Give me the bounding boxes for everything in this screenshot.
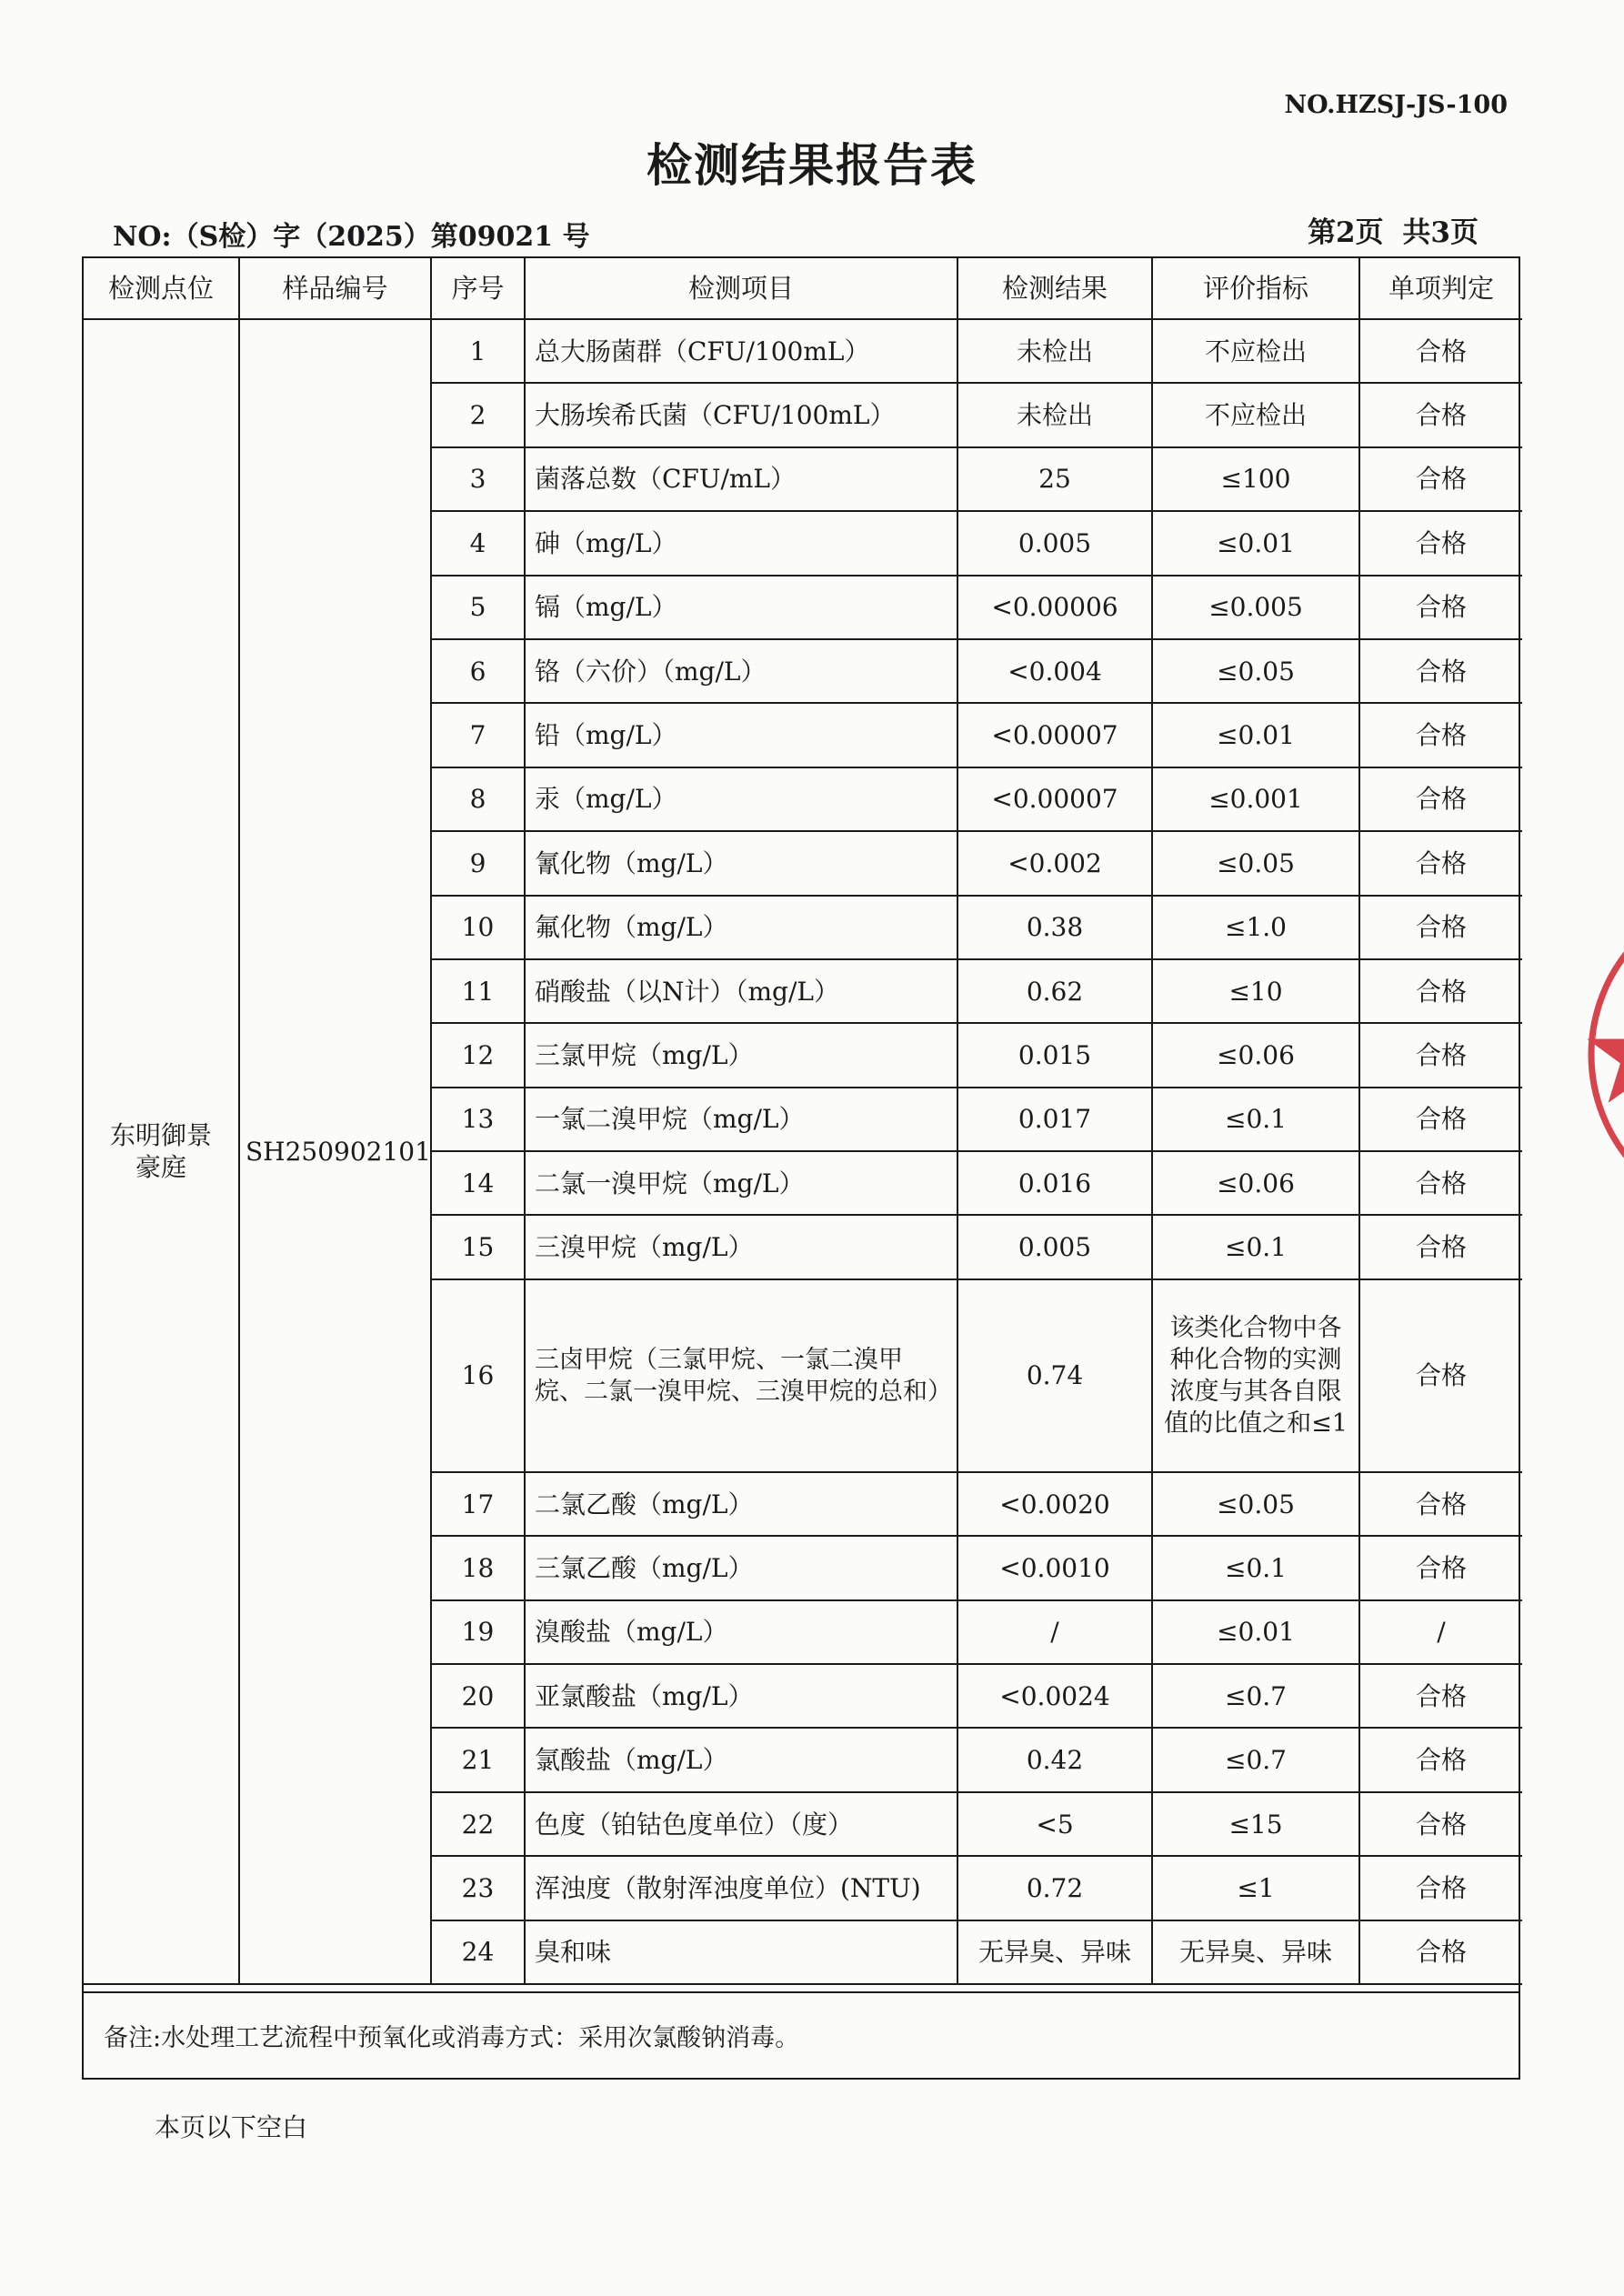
result-cell: <0.002 <box>957 831 1152 895</box>
criterion-cell: ≤0.7 <box>1152 1664 1359 1728</box>
sample-id-cell: SH250902101 <box>239 319 431 1984</box>
result-cell: / <box>957 1600 1152 1664</box>
judgement-cell: 合格 <box>1359 1536 1522 1599</box>
header-location: 检测点位 <box>84 258 239 319</box>
result-cell: 未检出 <box>957 319 1152 383</box>
index-cell: 3 <box>431 447 525 511</box>
criterion-cell: 不应检出 <box>1152 319 1359 383</box>
judgement-cell: 合格 <box>1359 319 1522 383</box>
index-cell: 19 <box>431 1600 525 1664</box>
table-body <box>84 319 1522 1984</box>
item-cell: 三卤甲烷（三氯甲烷、一氯二溴甲烷、二氯一溴甲烷、三溴甲烷的总和） <box>525 1279 957 1472</box>
header-index: 序号 <box>431 258 525 319</box>
header-criterion: 评价指标 <box>1152 258 1359 319</box>
header-item: 检测项目 <box>525 258 957 319</box>
index-cell: 2 <box>431 383 525 446</box>
criterion-cell: ≤10 <box>1152 959 1359 1023</box>
judgement-cell: 合格 <box>1359 1472 1522 1536</box>
judgement-cell: 合格 <box>1359 767 1522 831</box>
criterion-cell: ≤1.0 <box>1152 896 1359 959</box>
result-cell: 0.38 <box>957 896 1152 959</box>
criterion-cell: ≤0.01 <box>1152 1600 1359 1664</box>
result-cell: 0.62 <box>957 959 1152 1023</box>
result-cell: 0.72 <box>957 1856 1152 1920</box>
judgement-cell: 合格 <box>1359 1088 1522 1151</box>
criterion-cell: ≤100 <box>1152 447 1359 511</box>
index-cell: 17 <box>431 1472 525 1536</box>
index-cell: 16 <box>431 1279 525 1472</box>
result-cell: 无异臭、异味 <box>957 1920 1152 1984</box>
index-cell: 10 <box>431 896 525 959</box>
index-cell: 9 <box>431 831 525 895</box>
criterion-cell: ≤0.005 <box>1152 576 1359 639</box>
judgement-cell: 合格 <box>1359 576 1522 639</box>
item-cell: 二氯乙酸（mg/L） <box>525 1472 957 1536</box>
index-cell: 18 <box>431 1536 525 1599</box>
criterion-cell: ≤0.01 <box>1152 511 1359 575</box>
document-code: NO.HZSJ-JS-100 <box>1284 91 1508 119</box>
judgement-cell: 合格 <box>1359 1728 1522 1791</box>
report-title: 检测结果报告表 <box>647 138 977 192</box>
judgement-cell: / <box>1359 1600 1522 1664</box>
item-cell: 三溴甲烷（mg/L） <box>525 1215 957 1278</box>
result-cell: <0.0024 <box>957 1664 1152 1728</box>
index-cell: 8 <box>431 767 525 831</box>
criterion-cell: ≤0.1 <box>1152 1215 1359 1278</box>
item-cell: 三氯乙酸（mg/L） <box>525 1536 957 1599</box>
judgement-cell: 合格 <box>1359 1215 1522 1278</box>
index-cell: 12 <box>431 1023 525 1087</box>
item-cell: 氰化物（mg/L） <box>525 831 957 895</box>
item-cell: 汞（mg/L） <box>525 767 957 831</box>
index-cell: 20 <box>431 1664 525 1728</box>
item-cell: 臭和味 <box>525 1920 957 1984</box>
index-cell: 7 <box>431 703 525 767</box>
judgement-cell: 合格 <box>1359 1023 1522 1087</box>
blank-note: 本页以下空白 <box>155 2112 308 2142</box>
judgement-cell: 合格 <box>1359 1664 1522 1728</box>
judgement-cell: 合格 <box>1359 1792 1522 1856</box>
criterion-cell: ≤0.05 <box>1152 1472 1359 1536</box>
judgement-cell: 合格 <box>1359 959 1522 1023</box>
criterion-cell: ≤1 <box>1152 1856 1359 1920</box>
judgement-cell: 合格 <box>1359 1151 1522 1215</box>
report-number: NO:（S检）字（2025）第09021 号 <box>113 221 590 253</box>
index-cell: 23 <box>431 1856 525 1920</box>
index-cell: 11 <box>431 959 525 1023</box>
result-cell: <0.00007 <box>957 767 1152 831</box>
index-cell: 4 <box>431 511 525 575</box>
item-cell: 菌落总数（CFU/mL） <box>525 447 957 511</box>
header-result: 检测结果 <box>957 258 1152 319</box>
page-number: 第2页 共3页 <box>1308 216 1479 249</box>
judgement-cell: 合格 <box>1359 1856 1522 1920</box>
index-cell: 22 <box>431 1792 525 1856</box>
result-cell: 0.017 <box>957 1088 1152 1151</box>
results-table <box>84 258 1522 1985</box>
result-cell: <0.0010 <box>957 1536 1152 1599</box>
result-cell: <5 <box>957 1792 1152 1856</box>
result-cell: 0.005 <box>957 511 1152 575</box>
criterion-cell: ≤0.1 <box>1152 1536 1359 1599</box>
item-cell: 铅（mg/L） <box>525 703 957 767</box>
judgement-cell: 合格 <box>1359 896 1522 959</box>
result-cell: 0.42 <box>957 1728 1152 1791</box>
item-cell: 氯酸盐（mg/L） <box>525 1728 957 1791</box>
header-sample-id: 样品编号 <box>239 258 431 319</box>
result-cell: 0.016 <box>957 1151 1152 1215</box>
criterion-cell: ≤0.7 <box>1152 1728 1359 1791</box>
index-cell: 14 <box>431 1151 525 1215</box>
index-cell: 5 <box>431 576 525 639</box>
table-row <box>84 319 1522 383</box>
item-cell: 镉（mg/L） <box>525 576 957 639</box>
item-cell: 二氯一溴甲烷（mg/L） <box>525 1151 957 1215</box>
item-cell: 亚氯酸盐（mg/L） <box>525 1664 957 1728</box>
result-cell: 0.74 <box>957 1279 1152 1472</box>
result-cell: 25 <box>957 447 1152 511</box>
judgement-cell: 合格 <box>1359 511 1522 575</box>
item-cell: 色度（铂钴色度单位）（度） <box>525 1792 957 1856</box>
criterion-cell: ≤15 <box>1152 1792 1359 1856</box>
result-cell: 未检出 <box>957 383 1152 446</box>
index-cell: 6 <box>431 639 525 703</box>
item-cell: 一氯二溴甲烷（mg/L） <box>525 1088 957 1151</box>
judgement-cell: 合格 <box>1359 1920 1522 1984</box>
criterion-cell: ≤0.05 <box>1152 831 1359 895</box>
remarks: 备注:水处理工艺流程中预氧化或消毒方式：采用次氯酸钠消毒。 <box>84 1991 1519 2078</box>
index-cell: 21 <box>431 1728 525 1791</box>
criterion-cell: 无异臭、异味 <box>1152 1920 1359 1984</box>
results-table-frame <box>82 256 1520 2080</box>
criterion-cell: ≤0.1 <box>1152 1088 1359 1151</box>
criterion-cell: 该类化合物中各种化合物的实测浓度与其各自限值的比值之和≤1 <box>1152 1279 1359 1472</box>
criterion-cell: ≤0.06 <box>1152 1023 1359 1087</box>
item-cell: 三氯甲烷（mg/L） <box>525 1023 957 1087</box>
judgement-cell: 合格 <box>1359 1279 1522 1472</box>
index-cell: 15 <box>431 1215 525 1278</box>
result-cell: <0.0020 <box>957 1472 1152 1536</box>
result-cell: 0.015 <box>957 1023 1152 1087</box>
judgement-cell: 合格 <box>1359 703 1522 767</box>
item-cell: 氟化物（mg/L） <box>525 896 957 959</box>
criterion-cell: ≤0.06 <box>1152 1151 1359 1215</box>
criterion-cell: ≤0.05 <box>1152 639 1359 703</box>
item-cell: 溴酸盐（mg/L） <box>525 1600 957 1664</box>
judgement-cell: 合格 <box>1359 831 1522 895</box>
item-cell: 砷（mg/L） <box>525 511 957 575</box>
result-cell: <0.004 <box>957 639 1152 703</box>
stamp-seal-icon <box>1582 882 1624 1228</box>
index-cell: 24 <box>431 1920 525 1984</box>
result-cell: 0.005 <box>957 1215 1152 1278</box>
index-cell: 1 <box>431 319 525 383</box>
criterion-cell: 不应检出 <box>1152 383 1359 446</box>
header-judgement: 单项判定 <box>1359 258 1522 319</box>
judgement-cell: 合格 <box>1359 639 1522 703</box>
result-cell: <0.00007 <box>957 703 1152 767</box>
judgement-cell: 合格 <box>1359 383 1522 446</box>
location-cell: 东明御景豪庭 <box>84 319 239 1984</box>
result-cell: <0.00006 <box>957 576 1152 639</box>
item-cell: 硝酸盐（以N计）（mg/L） <box>525 959 957 1023</box>
item-cell: 铬（六价）（mg/L） <box>525 639 957 703</box>
item-cell: 大肠埃希氏菌（CFU/100mL） <box>525 383 957 446</box>
index-cell: 13 <box>431 1088 525 1151</box>
item-cell: 总大肠菌群（CFU/100mL） <box>525 319 957 383</box>
criterion-cell: ≤0.01 <box>1152 703 1359 767</box>
criterion-cell: ≤0.001 <box>1152 767 1359 831</box>
item-cell: 浑浊度（散射浑浊度单位）(NTU) <box>525 1856 957 1920</box>
table-header-row <box>84 258 1522 319</box>
judgement-cell: 合格 <box>1359 447 1522 511</box>
